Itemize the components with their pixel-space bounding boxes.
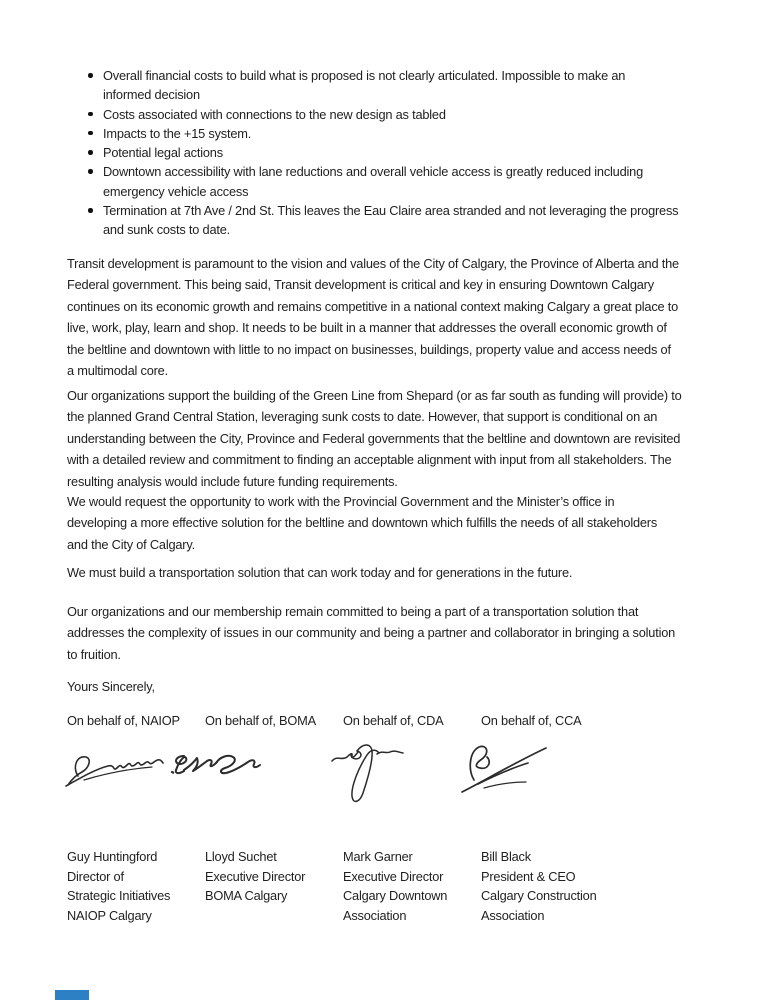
bill-black-signature (454, 736, 554, 800)
bullet-text-line: informed decision (103, 87, 200, 103)
signatory-title-line: Calgary Downtown (343, 888, 448, 904)
bullet-item (67, 124, 727, 143)
on-behalf-label: On behalf of, BOMA (205, 713, 316, 728)
bullet-text-line: Costs associated with connections to the new design as tabled (103, 106, 446, 122)
paragraph-line: developing a more effective solution for the beltline and downtown which fulfills the needs of all stakeholders (67, 515, 658, 531)
signature-block (343, 847, 481, 925)
paragraph-line: We would request the opportunity to work with the Provincial Government and the Minister’s office in (67, 494, 615, 509)
signatory-title-line: Strategic Initiatives (67, 888, 171, 904)
bullet-text-line: Downtown accessibility with lane reductions and overall vehicle access is greatly reduced including (103, 164, 643, 180)
signatory-title-line: Association (481, 907, 545, 923)
paragraph (67, 601, 747, 665)
paragraph-line: and the City of Calgary. (67, 536, 195, 552)
signatory-title-line: Executive Director (205, 868, 306, 884)
next-page-peek-bar (55, 990, 89, 1000)
paragraph-line: We must build a transportation solution that can work today and for generations in the future. (67, 565, 573, 580)
signatory-name: Bill Black (481, 849, 531, 864)
bullet-icon (88, 150, 93, 155)
signature-block (67, 847, 205, 925)
bullet-text-line: Potential legal actions (103, 145, 223, 161)
mark-garner-signature (329, 737, 405, 815)
bullet-item (67, 66, 727, 105)
bullet-icon (88, 208, 93, 213)
signatory-name: Guy Huntingford (67, 849, 158, 864)
on-behalf-label: On behalf of, CDA (343, 713, 444, 728)
paragraph-line: Transit development is paramount to the vision and values of the City of Calgary, the Province of Alberta and the (67, 256, 679, 271)
on-behalf-label: On behalf of, CCA (481, 713, 582, 728)
signatory-title-line: President & CEO (481, 868, 576, 884)
bullet-icon (88, 112, 93, 117)
bullet-text-line: emergency vehicle access (103, 183, 249, 199)
paragraph-line: Our organizations support the building of the Green Line from Shepard (or as far south as funding will provide) to (67, 388, 682, 403)
bullet-icon (88, 169, 93, 174)
bullet-text-line: Termination at 7th Ave / 2nd St. This leaves the Eau Claire area stranded and not leveraging the progress (103, 203, 679, 219)
signatory-title-line: NAIOP Calgary (67, 907, 152, 923)
bullet-item (67, 201, 727, 240)
bullet-text-line: Overall financial costs to build what is proposed is not clearly articulated. Impossible to make an (103, 68, 626, 83)
signature-header-row (67, 713, 747, 731)
paragraph (67, 491, 747, 555)
bullet-text-line: Impacts to the +15 system. (103, 125, 252, 141)
signatory-title-line: Calgary Construction (481, 888, 597, 904)
signatory-title-line: BOMA Calgary (205, 888, 288, 904)
bullet-icon (88, 131, 93, 136)
signatory-title-line: Association (343, 907, 407, 923)
bullet-icon (88, 73, 93, 78)
bullet-item (67, 162, 727, 201)
paragraph-line: the planned Grand Central Station, leveraging sunk costs to date. However, that support is conditional on an (67, 409, 658, 425)
bullet-item (67, 143, 727, 162)
paragraph (67, 562, 747, 583)
paragraph-line: resulting analysis would include future funding requirements. (67, 473, 398, 489)
paragraph (67, 253, 747, 381)
lloyd-suchet-signature (170, 748, 262, 782)
bullet-item (67, 105, 727, 124)
signature-block (205, 847, 343, 906)
bullet-text-line: and sunk costs to date. (103, 222, 231, 238)
signatory-title-line: Director of (67, 868, 124, 884)
paragraph (67, 385, 747, 492)
guy-huntingford-signature (62, 747, 180, 791)
signatory-name: Mark Garner (343, 849, 413, 864)
closing-text: Yours Sincerely, (67, 679, 155, 694)
paragraph-line: live, work, play, learn and shop. It needs to be built in a manner that addresses the overall economic growth of (67, 320, 667, 336)
on-behalf-label: On behalf of, NAIOP (67, 713, 180, 728)
signature-block (481, 847, 619, 925)
paragraph-line: to fruition. (67, 646, 121, 662)
paragraph-line: addresses the complexity of issues in our community and being a partner and collaborator in bringing a solution (67, 625, 676, 641)
paragraph-line: continues on its economic growth and remains competitive in a national context making Calgary a great place to (67, 298, 679, 314)
signatory-title-line: Executive Director (343, 868, 444, 884)
paragraph-line: understanding between the City, Province and Federal governments that the beltline and downtown are revisited (67, 430, 681, 446)
bullet-list (67, 66, 727, 240)
paragraph-line: Federal government. This being said, Transit development is critical and key in ensuring Downtown Calgary (67, 277, 654, 293)
paragraph-line: the beltline and downtown with little to no impact on businesses, buildings, property value and access needs of (67, 341, 671, 357)
paragraph-line: a multimodal core. (67, 363, 168, 379)
signatory-name: Lloyd Suchet (205, 849, 277, 864)
paragraph-line: with a detailed review and commitment to finding an acceptable alignment with input from all stakeholders. The (67, 452, 672, 468)
paragraph-line: Our organizations and our membership remain committed to being a part of a transportation solution that (67, 604, 639, 619)
